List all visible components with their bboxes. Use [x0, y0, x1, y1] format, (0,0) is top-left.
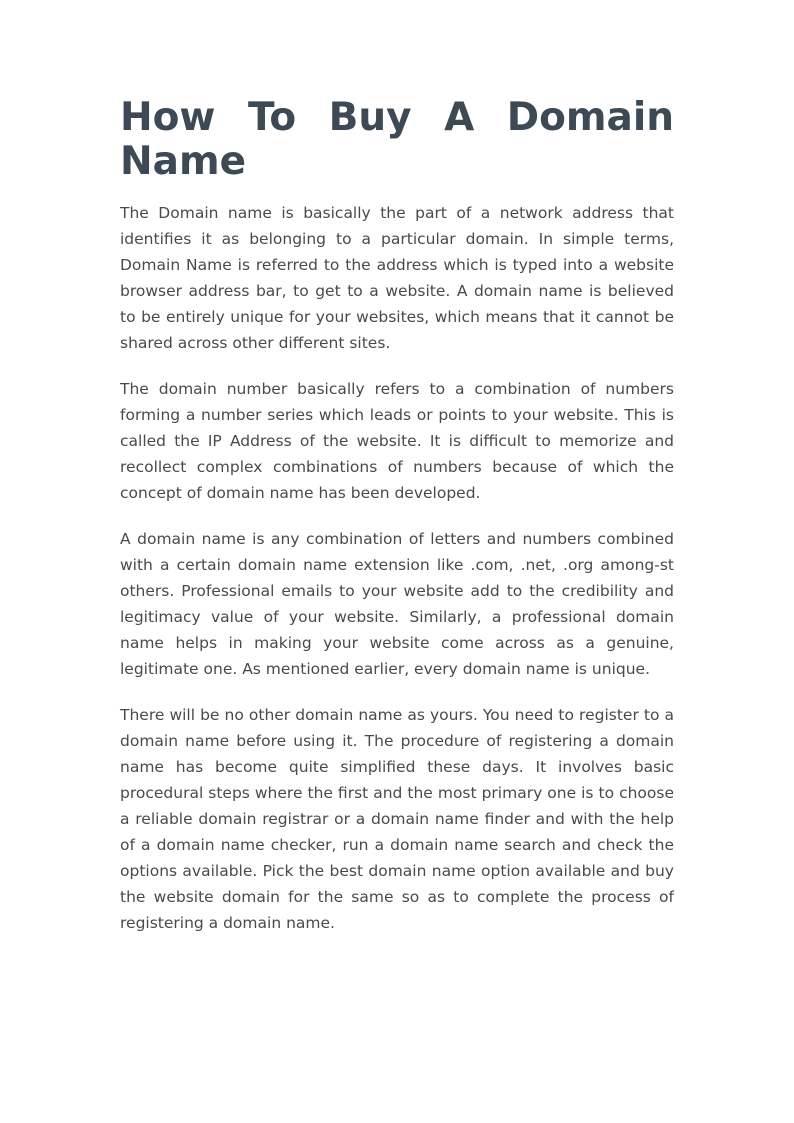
page-title: How To Buy A Domain Name [120, 95, 674, 184]
document-page [120, 96, 674, 936]
paragraph-ip-address: The domain number basically refers to a combination of numbers forming a number series which leads or points to your website. This is called the IP Address of the website. It is difficult to memorize and recollect complex combinations of numbers because of which the concept of domain name has been developed. [120, 380, 674, 502]
paragraph-registration: There will be no other domain name as yours. You need to register to a domain name before using it. The procedure of registering a domain name has become quite simplified these days. It involves basic procedural steps where the first and the most primary one is to choose a reliable domain registrar or a domain name finder and with the help of a domain name checker, run a domain name search and check the options available. Pick the best domain name option available and buy the website domain for the same so as to complete the process of registering a domain name. [120, 706, 674, 932]
paragraph-definition: The Domain name is basically the part of a network address that identifies it as belonging to a particular domain. In simple terms, Domain Name is referred to the address which is typed into a website browser address bar, to get to a website. A domain name is believed to be entirely unique for your websites, which means that it cannot be shared across other different sites. [120, 204, 674, 352]
paragraph-extensions: A domain name is any combination of letters and numbers combined with a certain domain name extension like .com, .net, .org among-st others. Professional emails to your website add to the credibility and legitimacy value of your website. Similarly, a professional domain name helps in making your website come across as a genuine, legitimate one. As mentioned earlier, every domain name is unique. [120, 530, 674, 678]
